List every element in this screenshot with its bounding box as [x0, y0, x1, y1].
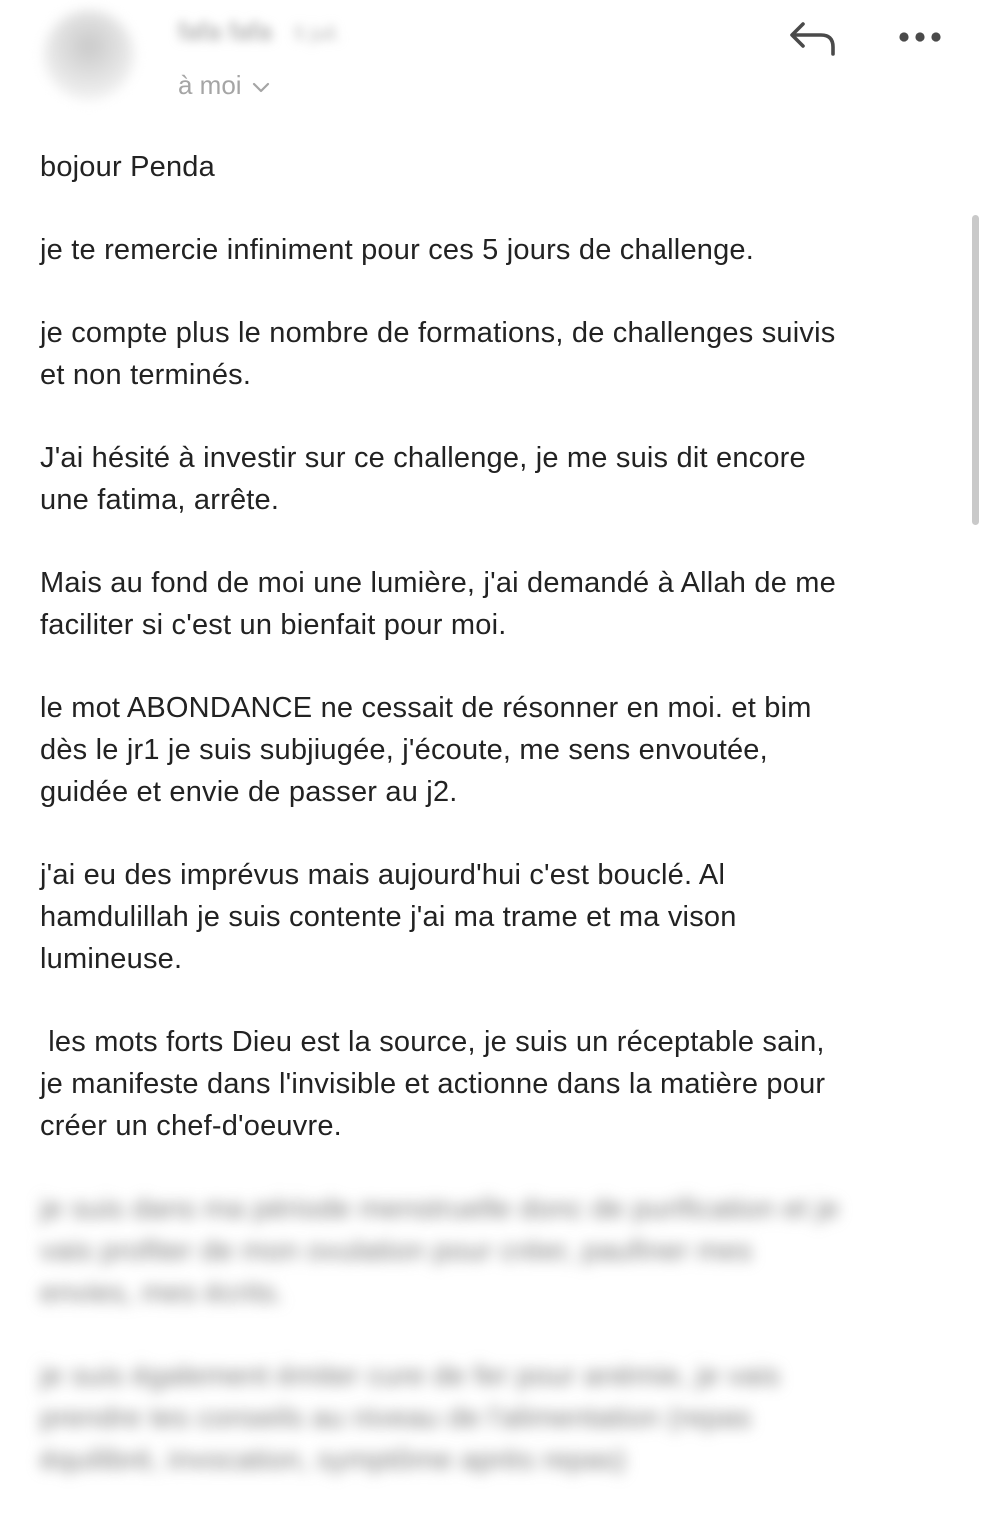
reply-button[interactable] [788, 18, 838, 58]
sender-line [178, 16, 341, 47]
reply-icon [788, 18, 838, 58]
email-paragraph: J'ai hésité à investir sur ce challenge, je me suis dit encore une fatima, arrête. [40, 442, 806, 516]
recipient-label: à moi [178, 70, 242, 100]
scrollbar-thumb[interactable] [972, 215, 979, 525]
sender-avatar[interactable] [44, 10, 134, 100]
email-date: 5 juil. [293, 23, 341, 45]
email-header [0, 0, 989, 120]
more-options-icon [895, 22, 945, 52]
email-paragraph: je compte plus le nombre de formations, de challenges suivis et non terminés. [40, 317, 836, 391]
email-paragraph: je te remercie infiniment pour ces 5 jours de challenge. [40, 234, 755, 266]
blurred-paragraph: je suis également émiter cure de fer pour anémie, je vais prendre tes conseils au niveau de l'alimentation (repas équilibré, invocation, symptôme après repas) [40, 1360, 780, 1476]
more-options-button[interactable] [895, 22, 945, 52]
chevron-down-icon [252, 70, 270, 101]
email-paragraph: bojour Penda [40, 151, 215, 183]
recipient-details-toggle[interactable] [178, 70, 270, 101]
email-paragraph: Mais au fond de moi une lumière, j'ai demandé à Allah de me faciliter si c'est un bienfait pour moi. [40, 567, 836, 641]
email-paragraph: les mots forts Dieu est la source, je suis un réceptable sain, je manifeste dans l'invisible et actionne dans la matière pour créer un chef-d'oeuvre. [40, 1026, 826, 1142]
email-paragraph: j'ai eu des imprévus mais aujourd'hui c'est bouclé. Al hamdulillah je suis contente j'ai ma trame et ma vison lumineuse. [40, 859, 737, 975]
email-body [40, 146, 950, 1522]
email-paragraph: le mot ABONDANCE ne cessait de résonner en moi. et bim dès le jr1 je suis subjiugée, j'écoute, me sens envoutée, guidée et envie de passer au j2. [40, 692, 812, 808]
blurred-paragraph: je suis dans ma période menstruelle donc de purification et je vais profiter de mon ovulation pour créer, paufiner mes envies, mes écrits. [40, 1193, 840, 1309]
sender-name[interactable]: fafa fafa [178, 16, 272, 46]
